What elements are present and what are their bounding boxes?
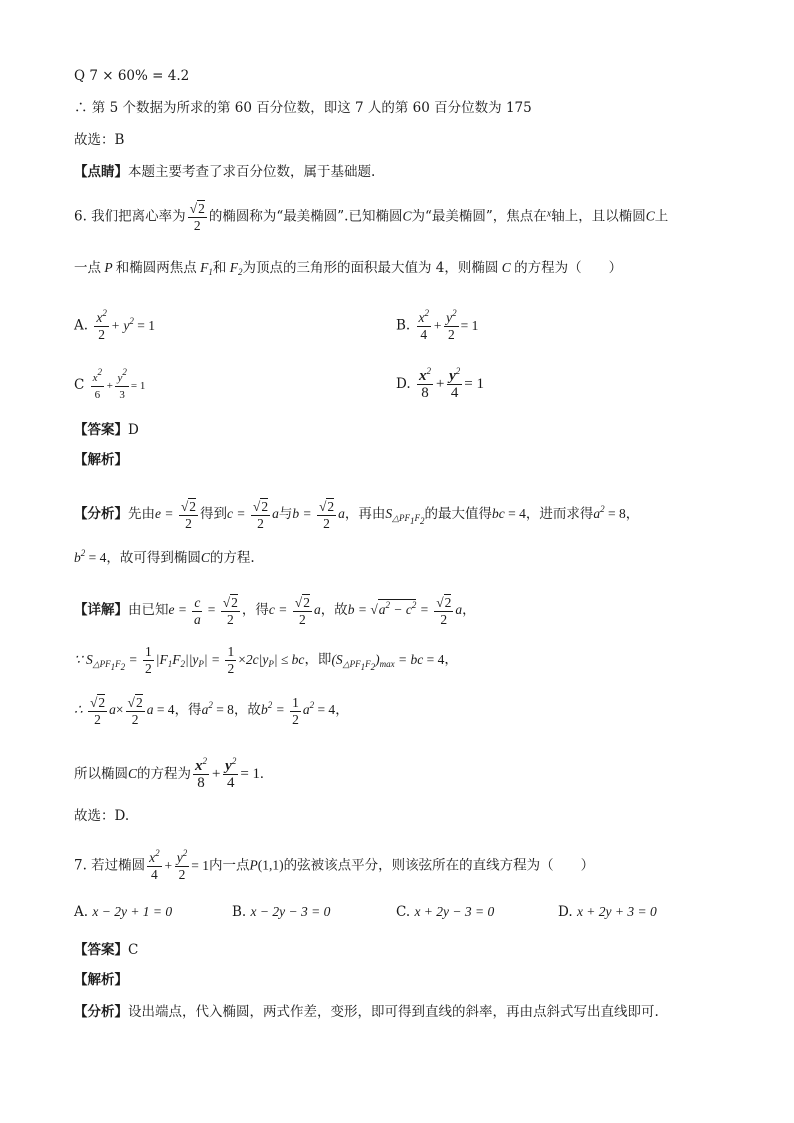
q6-text: 和 [212, 260, 227, 276]
detail-text: ，故 [320, 602, 348, 619]
q7-text: 的弦被该点平分，则该弦所在的直线方程为（ ） [283, 857, 595, 874]
section-tag: 【分析】 [74, 506, 128, 523]
section-tag: 【答案】 [74, 422, 128, 438]
q6-text: 的椭圆称为“最美椭圆”.已知椭圆 [208, 208, 403, 225]
detail-text: ，即 [304, 651, 332, 668]
section-tag: 【点睛】 [74, 164, 128, 180]
detail-text: ，得 [241, 602, 269, 619]
analysis-text: 得到 [200, 506, 228, 523]
option-label: C. [396, 904, 411, 920]
option-d: D. $\frac{x^2}{8}$ + $\frac{y^2}{4}$ = 1 [396, 366, 484, 401]
question-6-line2: 一点 P 和椭圆两焦点 $F_1$和 $F_2$为顶点的三角形的面积最大值为 4，则椭圆 C 的方程为（ ） [74, 260, 623, 277]
analysis-text: 的方程. [209, 550, 255, 566]
conclusion-line: ∴ 第 5 个数据为所求的第 60 百分位数，即这 7 人的第 60 百分位数为 175 [74, 100, 532, 116]
detail-text: ，故 [233, 702, 261, 719]
q7-text: 内一点 [209, 857, 250, 874]
text-line [74, 98, 532, 118]
detail-text: ，得 [174, 702, 202, 719]
analysis-text: 设出端点，代入椭圆，两式作差，变形，即可得到直线的斜率，再由点斜式写出直线即可. [128, 1004, 659, 1020]
q6-text: 上 [654, 208, 669, 225]
answer-value: C [128, 942, 139, 958]
q7-option-d [558, 902, 657, 922]
option-label: C [74, 377, 85, 394]
option-label: D. [558, 904, 573, 920]
option-text: x − 2y − 3 = 0 [250, 904, 331, 919]
answer-choice: 故选：B [74, 132, 125, 148]
answer-line [74, 420, 139, 440]
q6-text: 轴上，且以椭圆 [551, 208, 646, 225]
analysis-line-2: $b^2 = 4$，故可得到椭圆C的方程. [74, 548, 255, 566]
section-tag: 【分析】 [74, 1004, 128, 1020]
option-a: A. $\frac{x^2}{2}$ + $y^2 = 1$ [74, 308, 155, 342]
q6-text: 的方程为（ ） [514, 260, 623, 276]
option-c: C $\frac{x^2}{6}$ + $\frac{y^2}{3}$ = 1 [74, 367, 146, 401]
sqrt2-over-2: $\frac{√2}{2}$ [189, 201, 205, 233]
answer-choice: 故选：D. [74, 808, 130, 824]
analysis-text: ，故可得到椭圆 [106, 550, 201, 566]
answer-line [74, 940, 138, 960]
jiexi-line [74, 450, 128, 470]
text-line [74, 130, 124, 150]
option-label: A. [74, 904, 89, 920]
option-text: x − 2y + 1 = 0 [92, 904, 173, 919]
option-label: A. [74, 317, 89, 334]
section-tag: 【详解】 [74, 602, 128, 619]
q6-text: 为“最美椭圆”，焦点在 [411, 208, 547, 225]
detail-line-2: ∵ $S_{\triangle PF_1F_2}$ = $\frac{1}{2}$ $|F_1F_2||y_P|$ = $\frac{1}{2}$ $\times 2c|y_P|$ ≤ bc，即$(S_{\triangle PF_1F_2})_{max}$ = bc = 4， [74, 644, 458, 676]
calc-line: Q 7 × 60% = 4.2 [74, 68, 190, 84]
text-line [74, 806, 129, 826]
text-line [74, 66, 189, 86]
section-tag: 【解析】 [74, 972, 128, 988]
option-label: B. [232, 904, 247, 920]
detail-line-3: ∴ $\frac{√2}{2}$ a× $\frac{√2}{2}$ a = 4，得$a^2 = 8$，故$b^2$ = $\frac{1}{2}$ $a^2 = 4$， [74, 694, 349, 727]
question-6: 6. 我们把离心率为 $\frac{√2}{2}$ 的椭圆称为“最美椭圆”.已知椭圆C为“最美椭圆”，焦点在$^x$轴上，且以椭圆C上 [74, 201, 669, 233]
detail-line-1: 【详解】由已知e = $\frac{c}{a}$ = $\frac{√2}{2}$ ，得c = $\frac{√2}{2}$ a，故$b = √a^2 - c^2$ = $\frac{√2}{2}$ a， [74, 594, 476, 627]
comment-text: 本题主要考查了求百分位数，属于基础题. [128, 164, 376, 180]
q6-text: 一点 [74, 260, 101, 276]
q7-option-c [396, 902, 494, 922]
conclusion-line: 所以椭圆C的方程为 $\frac{x^2}{8}$ + $\frac{y^2}{4}$ = 1. [74, 756, 264, 791]
answer-value: D [128, 422, 139, 438]
analysis-text: 的最大值得 [424, 506, 493, 523]
analysis-text: 与 [278, 506, 293, 523]
section-tag: 【答案】 [74, 942, 128, 958]
option-label: D. [396, 375, 411, 392]
detail-text: 所以椭圆 [74, 765, 128, 782]
analysis-line-7 [74, 1002, 659, 1022]
detail-text: 由已知 [128, 602, 169, 619]
analysis-text: ，进而求得 [525, 506, 594, 523]
analysis-line: 【分析】先由e = $\frac{√2}{2}$ 得到c = $\frac{√2}{2}$ a与b = $\frac{√2}{2}$ a，再由$S_{\triangle PF_1F_2}$的最大值得bc = 4，进而求得$a^2 = 8$， [74, 499, 640, 531]
q6-text: 6. 我们把离心率为 [74, 208, 186, 225]
question-7: 7. 若过椭圆 $\frac{x^2}{4}$ + $\frac{y^2}{2}$ = 1内一点P(1,1)的弦被该点平分，则该弦所在的直线方程为（ ） [74, 848, 595, 882]
q7-option-b [232, 902, 330, 922]
option-text: x + 2y − 3 = 0 [414, 904, 495, 919]
q7-option-a [74, 902, 172, 922]
analysis-text: ，再由 [344, 506, 386, 523]
option-b: B. $\frac{x^2}{4}$ + $\frac{y^2}{2}$ = 1 [396, 308, 479, 342]
q6-text: 为顶点的三角形的面积最大值为 4，则椭圆 [242, 260, 499, 276]
option-label: B. [396, 317, 411, 334]
option-text: x + 2y + 3 = 0 [576, 904, 657, 919]
section-tag: 【解析】 [74, 452, 128, 468]
q6-text: 和椭圆两焦点 [115, 260, 197, 276]
jiexi-line [74, 970, 128, 990]
q7-text: 7. 若过椭圆 [74, 857, 146, 874]
detail-text: 的方程为 [137, 765, 192, 782]
analysis-text: 先由 [128, 506, 155, 523]
text-line [74, 162, 375, 182]
